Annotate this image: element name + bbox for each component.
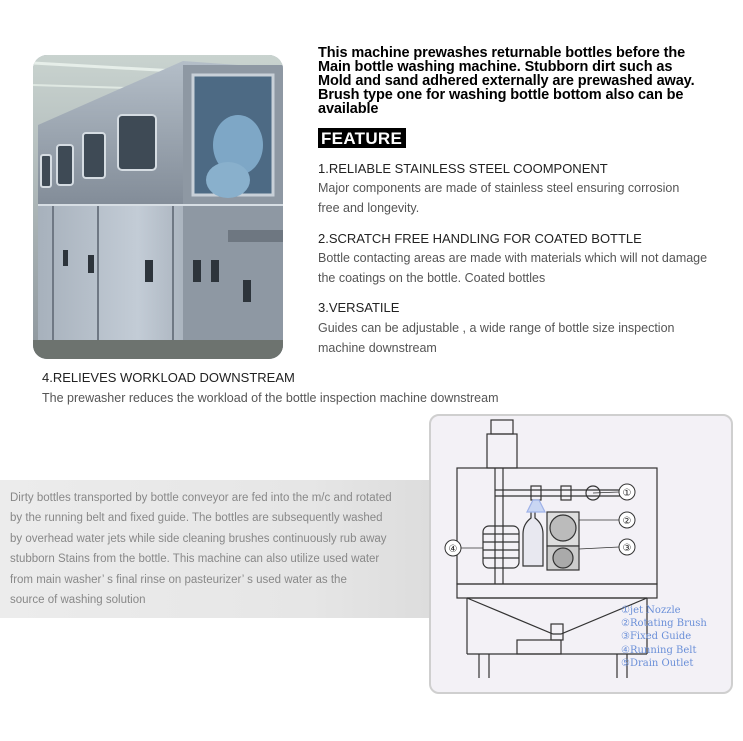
callout-2: ② xyxy=(622,516,632,527)
diagram-legend xyxy=(621,604,707,670)
section-4-line-1: The prewasher reduces the workload of the bottle inspection machine downstream xyxy=(42,391,499,405)
section-2-line-2: the coatings on the bottle. Coated bottles xyxy=(318,271,546,285)
feature-heading: FEATURE xyxy=(318,128,406,148)
section-3-line-1: Guides can be adjustable , a wide range of bottle size inspection xyxy=(318,321,675,335)
legend-item-5: ⑤Drain Outlet xyxy=(621,657,694,669)
description-line-2: by the running belt and fixed guide. The bottles are subsequently washed xyxy=(10,512,383,525)
section-4-title: 4.RELIEVES WORKLOAD DOWNSTREAM xyxy=(42,370,295,385)
machine-photo xyxy=(33,55,283,359)
legend-item-3: ③Fixed Guide xyxy=(621,631,692,643)
callout-3: ③ xyxy=(622,543,632,554)
legend-item-2: ②Rotating Brush xyxy=(621,618,707,630)
intro-text xyxy=(318,46,728,116)
intro-line-5: available xyxy=(318,101,379,117)
description-line-3: by overhead water jets while side cleaning brushes continuously rub away xyxy=(10,532,387,545)
intro-line-4: Brush type one for washing bottle bottom also can be xyxy=(318,87,684,103)
section-1-title: 1.RELIABLE STAINLESS STEEL COOMPONENT xyxy=(318,161,608,176)
section-2-title: 2.SCRATCH FREE HANDLING FOR COATED BOTTLE xyxy=(318,231,642,246)
description-line-4: stubborn Stains from the bottle. This machine can also utilize used water xyxy=(10,553,380,566)
description-line-5: from main washer’ s final rinse on pasteurizer’ s used water as the xyxy=(10,573,347,586)
section-1-line-1: Major components are made of stainless steel ensuring corrosion xyxy=(318,181,680,195)
legend-item-4: ④Running Belt xyxy=(621,644,697,656)
process-description xyxy=(10,488,430,610)
intro-line-1: This machine prewashes returnable bottles before the xyxy=(318,45,686,61)
section-4-text xyxy=(42,388,499,408)
callout-1: ① xyxy=(622,488,632,499)
section-1-text xyxy=(318,178,679,218)
callout-4: ④ xyxy=(448,544,458,555)
legend-item-1: ①jet Nozzle xyxy=(621,605,681,616)
section-2-text xyxy=(318,248,707,288)
section-3-text xyxy=(318,318,674,358)
intro-line-3: Mold and sand adhered externally are prewashed away. xyxy=(318,73,695,89)
section-3-line-2: machine downstream xyxy=(318,341,437,355)
section-3-title: 3.VERSATILE xyxy=(318,300,400,315)
description-line-6: source of washing solution xyxy=(10,594,146,607)
section-1-line-2: free and longevity. xyxy=(318,201,420,215)
description-line-1: Dirty bottles transported by bottle conveyor are fed into the m/c and rotated xyxy=(10,492,392,504)
intro-line-2: Main bottle washing machine. Stubborn dirt such as xyxy=(318,59,673,75)
section-2-line-1: Bottle contacting areas are made with materials which will not damage xyxy=(318,251,708,265)
